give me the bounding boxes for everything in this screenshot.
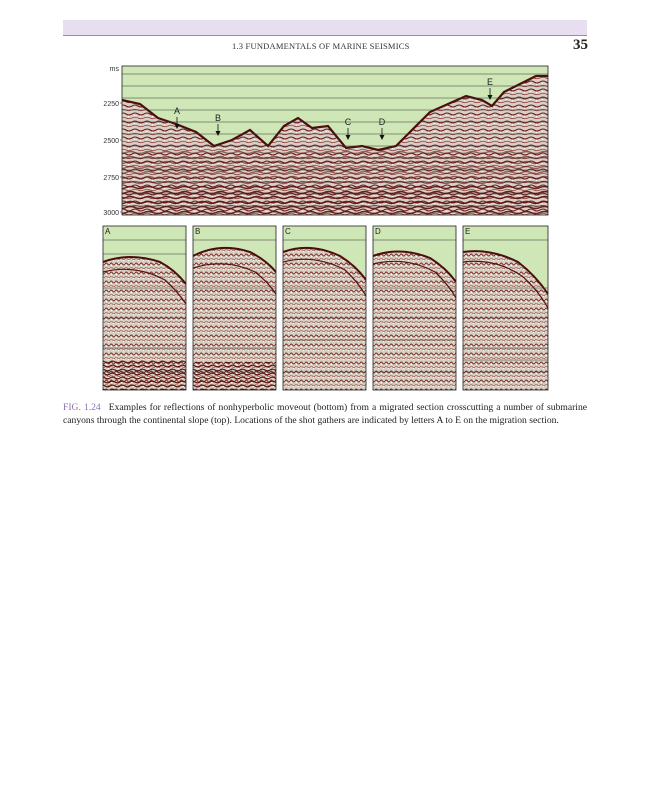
gather-e [463, 226, 548, 390]
svg-text:C: C [344, 117, 352, 127]
gather-c [283, 226, 366, 390]
gather-label-c: C [285, 227, 291, 236]
gather-b [193, 226, 276, 390]
figure-label: FIG. 1.24 [63, 402, 101, 413]
y-tick-label: 2750 [103, 175, 119, 182]
gather-label-a: A [105, 227, 111, 236]
figure-caption [63, 401, 587, 428]
y-tick-label: 3000 [103, 210, 119, 217]
svg-text:D: D [378, 117, 386, 127]
gather-a [103, 226, 186, 390]
gather-label-e: E [465, 227, 471, 236]
svg-text:A: A [173, 106, 181, 116]
caption-text: Examples for reflections of nonhyperbolic moveout (bottom) from a migrated section crosscutting a number of submarine canyons through the continental slope (top). Locations of the shot gathers are indicated by letters A to E on the migration section. [63, 402, 587, 427]
svg-text:E: E [486, 77, 494, 87]
y-tick-label: 2250 [103, 101, 119, 108]
svg-text:B: B [214, 113, 222, 123]
y-tick-label: 2500 [103, 138, 119, 145]
gather-label-d: D [375, 227, 381, 236]
page-number: 35 [573, 37, 588, 53]
gather-d [373, 226, 456, 390]
running-head: 1.3 FUNDAMENTALS OF MARINE SEISMICS [232, 41, 410, 51]
y-axis-unit: ms [109, 66, 119, 73]
gather-label-b: B [195, 227, 201, 236]
